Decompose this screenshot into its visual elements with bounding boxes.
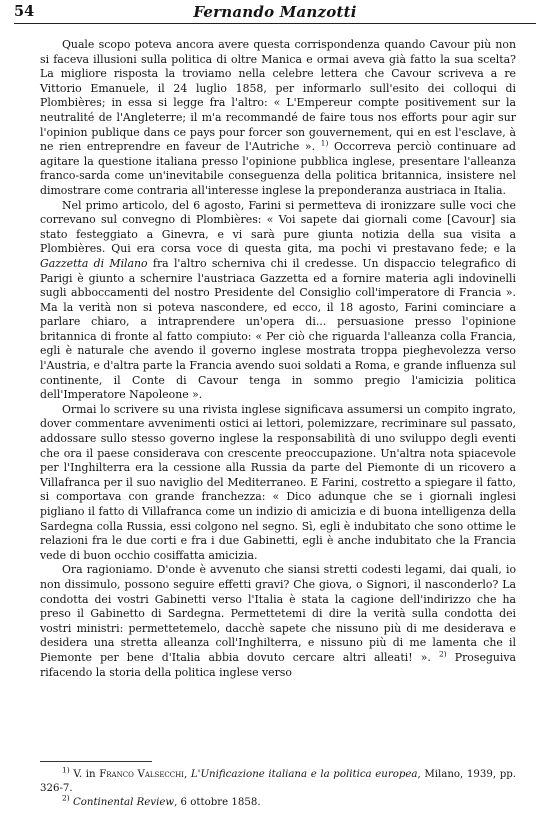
paragraph-1: Quale scopo poteva ancora avere questa corrispondenza quando Cavour più non si faceva illusioni sulla politica di oltre Manica e ormai aveva già fatto la sua scelta? La migliore risposta la troviamo nella celebre lettera che Cavour scriveva a re Vittorio Emanuele, il 24 luglio 1858, per informarlo sull'esito dei colloqui di Plombières; in essa si legge fra l'altro: « L'Empereur compte positivement sur la neutralité de l'Angleterre; il m'a recommandé de faire tous nos efforts pour agir sur l'opinion publique dans ce pays pour forcer son gouvernement, qui en est l'esclave, à ne rien entreprendre en faveur de l'Autriche ». $^{1)}$ Occorreva perciò continuare ad agitare la questione italiana presso l'opinione pubblica inglese, presentare l'alleanza franco-sarda come un'inevitabile conseguenza della politica britannica, insistere nel dimostrare come contraria all'interesse inglese la preponderanza austriaca in Italia. <box>40 38 516 197</box>
footnote-title: L'Unificazione italiana e la politica europea <box>190 769 418 780</box>
body-text <box>40 38 516 680</box>
footnote-2: $^{2)}$ Continental Review, 6 ottobre 1858. <box>62 794 261 809</box>
footnotes <box>40 765 516 811</box>
paragraph-4: Ora ragioniamo. D'onde è avvenuto che siansi stretti codesti legami, dai quali, io non dissimulo, possono seguire effetti gravi? Che giova, o Signori, il nasconderlo? La condotta dei vostri Gabinetti verso l'Italia è stata la cagione dell'indirizzo che ha preso il Gabinetto di Sardegna. Permettetemi di dire la verità sulla condotta dei vostri ministri: permettetemelo, dacchè sapete che nissuno più di me desiderava e desidera una stretta alleanza coll'Inghilterra, e nissuno più di me lamenta che il Piemonte per bene d'Italia abbia dovuto cercare altri alleati! ». $^{2)}$ Proseguiva rifacendo la storia della politica inglese verso <box>40 563 516 679</box>
footnote-title: Continental Review <box>72 797 175 809</box>
running-title: Fernando Manzotti <box>193 3 357 21</box>
paragraph-2: Nel primo articolo, del 6 agosto, Farini si permetteva di ironizzare sulle voci che correvano sul convegno di Plombières: « Voi sapete dai giornali come [Cavour] sia stato festeggiato a Ginevra, e vi sarà pure giunta notizia della sua visita a Plombières. Qui era corsa voce di questa gita, ma pochi vi prestavano fede; e la Gazzetta di Milano fra l'altro scherniva chi il credesse. Un dispaccio telegrafico di Parigi è giunto a schernire l'austriaca Gazzetta ed a fornire materia agli indovinelli sugli abboccamenti del nostro Presidente del Consiglio coll'imperatore di Francia ». Ma la verità non si poteva nascondere, ed ecco, il 18 agosto, Farini cominciare a parlare chiaro, a intraprendere un'opera di... persuasione presso l'opinione britannica di fronte al fatto compiuto: « Per ciò che riguarda l'alleanza colla Francia, egli è naturale che avendo il governo inglese mostrata troppa pieghevolezza verso l'Austria, e d'altra parte la Francia avendo suoi soldati a Roma, e grande influenza sul continente, il Conte di Cavour tenga in sommo pregio l'amicizia politica dell'Imperatore Napoleone ». <box>40 198 517 402</box>
footnote-ref-1: 1) <box>320 138 329 148</box>
page-number: 54 <box>14 3 35 20</box>
footnote-1: $^{1)}$ V. in Franco Valsecchi, L'Unificazione italiana e la politica europea, Milano, 1939, pp. 326-7. <box>40 765 516 795</box>
footnote-rule <box>40 761 152 762</box>
paragraph-3: Ormai lo scrivere su una rivista inglese significava assumersi un compito ingrato, dover commentare avvenimenti ostici ai lettori, polemizzare, recriminare sul passato, addossare sullo stesso governo inglese la responsabilità di uno sviluppo degli eventi che ora il paese considerava con crescente preoccupazione. Un'altra nota spiacevole per l'Inghilterra era la cessione alla Russia da parte del Piemonte di un ricovero a Villafranca per il suo naviglio del Mediterraneo. E Farini, costretto a spiegare il fatto, si comportava con grande franchezza: « Dico adunque che se i giornali inglesi pigliano il fatto di Villafranca come un indizio di amicizia e di buona intelligenza della Sardegna colla Russia, essi colgono nel segno. Sì, egli è indubitato che sono ottime le relazioni fra le due corti e fra i due Gabinetti, egli è anche indubitato che la Francia vede di buon occhio cosiffatta amicizia. <box>40 402 516 562</box>
italic-title: Gazzetta di Milano <box>40 256 148 270</box>
footnote-ref-2: 2) <box>438 649 447 659</box>
header-rule <box>14 23 536 24</box>
footnote-author: Franco Valsecchi <box>99 769 185 780</box>
page-header <box>14 2 536 28</box>
